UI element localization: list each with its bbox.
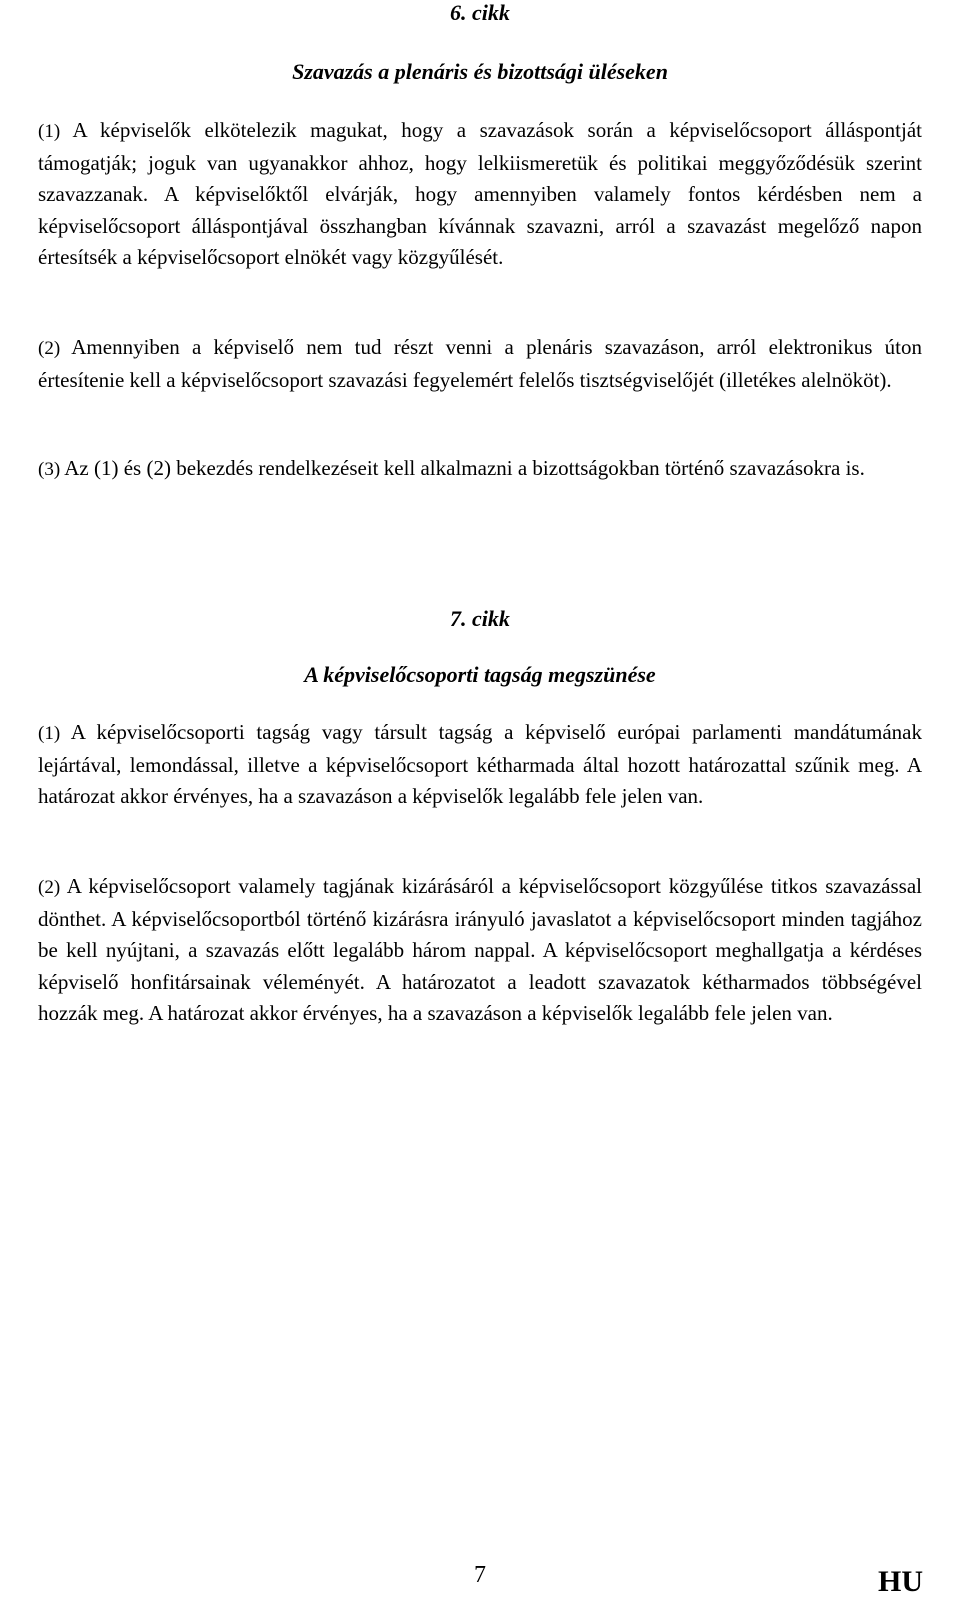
article-7-paragraph-1	[38, 717, 922, 813]
language-code: HU	[878, 1565, 923, 1598]
paragraph-text: Az (1) és (2) bekezdés rendelkezéseit kell alkalmazni a bizottságokban történő szavazásokra is.	[64, 456, 865, 480]
article-6-paragraph-1	[38, 115, 922, 274]
paragraph-number: (2)	[38, 338, 61, 359]
paragraph-number: (1)	[38, 121, 61, 142]
article-6-paragraph-2	[38, 332, 922, 396]
paragraph-text: A képviselőcsoporti tagság vagy társult tagság a képviselő európai parlamenti mandátumának lejártával, lemondással, illetve a képviselőcsoport kétharmada által hozott határozattal szűnik meg. A határozat akkor érvényes, ha a szavazáson a képviselők legalább fele jelen van.	[38, 720, 922, 808]
page-number: 7	[474, 1562, 486, 1588]
article-6-number: 6. cikk	[450, 0, 510, 25]
paragraph-text: Amennyiben a képviselő nem tud részt venni a plenáris szavazáson, arról elektronikus úton értesítenie kell a képviselőcsoport szavazási fegyelemért felelős tisztségviselőjét (illetékes alelnököt).	[38, 335, 922, 392]
paragraph-number: (3)	[38, 459, 61, 480]
article-7-number: 7. cikk	[450, 606, 510, 631]
article-6-paragraph-3	[38, 453, 922, 486]
paragraph-text: A képviselőcsoport valamely tagjának kizárásáról a képviselőcsoport közgyűlése titkos szavazással dönthet. A képviselőcsoportból történő kizárásra irányuló javaslatot a képviselőcsoport minden tagjához be kell nyújtani, a szavazás előtt legalább három nappal. A képviselőcsoport meghallgatja a kérdéses képviselő honfitársainak véleményét. A határozatot a leadott szavazatok kétharmados többségével hozzák meg. A határozat akkor érvényes, ha a szavazáson a képviselők legalább fele jelen van.	[38, 874, 922, 1025]
article-7-paragraph-2	[38, 871, 922, 1030]
article-6-title: Szavazás a plenáris és bizottsági üléseken	[292, 59, 668, 84]
paragraph-number: (1)	[38, 723, 61, 744]
paragraph-number: (2)	[38, 877, 61, 898]
article-7-title: A képviselőcsoporti tagság megszünése	[304, 662, 656, 687]
paragraph-text: A képviselők elkötelezik magukat, hogy a szavazások során a képviselőcsoport álláspontját támogatják; joguk van ugyanakkor ahhoz, hogy lelkiismeretük és politikai meggyőződésük szerint szavazzanak. A képviselőktől elvárják, hogy amennyiben valamely fontos kérdésben nem a képviselőcsoport álláspontjával összhangban kívánnak szavazni, arról a szavazást megelőző napon értesítsék a képviselőcsoport elnökét vagy közgyűlését.	[38, 118, 923, 269]
